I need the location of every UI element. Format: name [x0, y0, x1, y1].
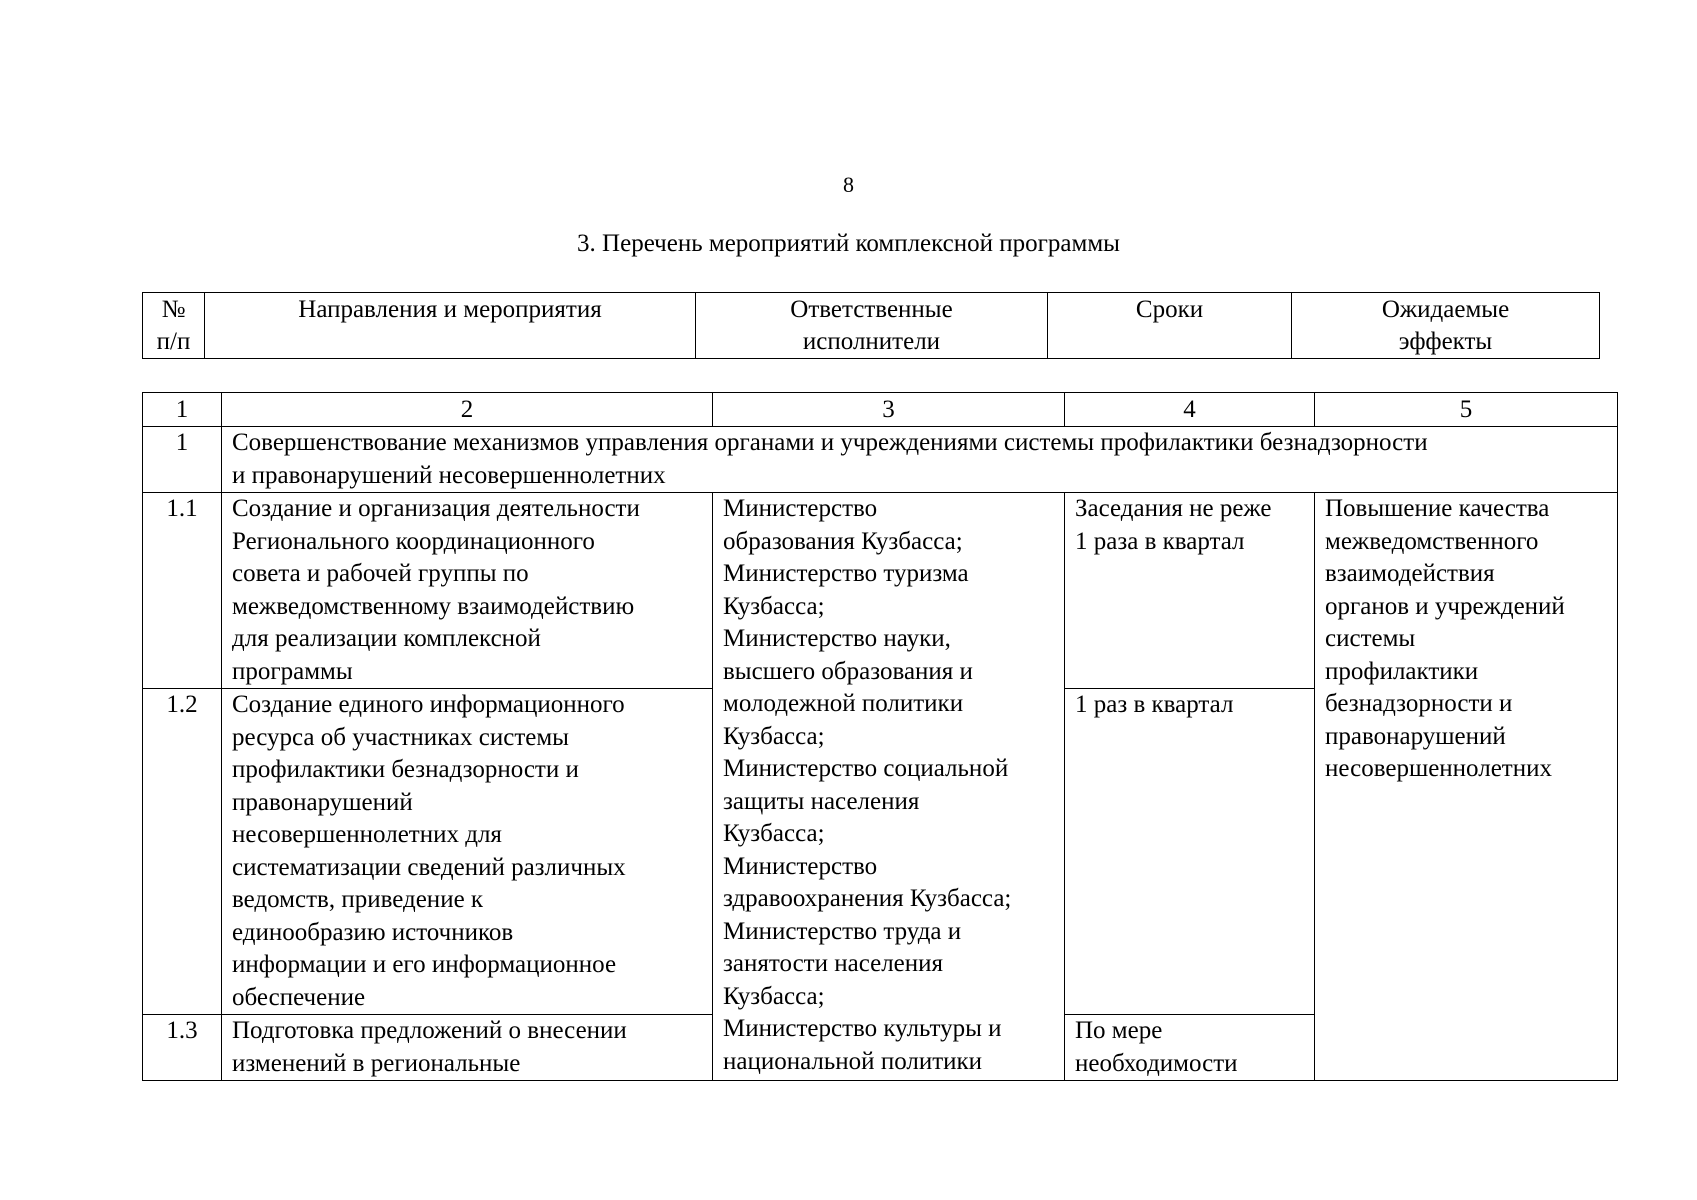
header-number: № п/п	[143, 293, 205, 359]
section-row	[143, 427, 1618, 493]
effects-cell: Повышение качества межведомственного взаимодействия органов и учреждений системы профилактики безнадзорности и правонарушений несовершеннолетних	[1315, 493, 1618, 1081]
table-header	[142, 292, 1600, 359]
header-effects: Ожидаемые эффекты	[1292, 293, 1600, 359]
activity-cell: Создание единого информационного ресурса об участниках системы профилактики безнадзорности и правонарушений несовершеннолетних для систематизации сведений различных ведомств, приведение к единообразию источников информации и его информационное обеспечение	[222, 689, 713, 1015]
header-executors: Ответственные исполнители	[696, 293, 1048, 359]
header-activities: Направления и мероприятия	[205, 293, 696, 359]
term-cell: По мере необходимости	[1065, 1015, 1315, 1081]
column-number: 1	[143, 393, 222, 427]
row-number: 1.1	[143, 493, 222, 689]
section-title-cell: Совершенствование механизмов управления органами и учреждениями системы профилактики безнадзорности и правонарушений несовершеннолетних	[222, 427, 1618, 493]
column-numbers-row	[143, 393, 1618, 427]
page-number: 8	[843, 172, 854, 197]
section-title: 3. Перечень мероприятий комплексной программы	[577, 230, 1120, 257]
executors-cell: Министерство образования Кузбасса; Министерство туризма Кузбасса; Министерство науки, высшего образования и молодежной политики Кузбасса; Министерство социальной защиты населения Кузбасса; Министерство здравоохранения Кузбасса; Министерство труда и занятости населения Кузбасса; Министерство культуры и национальной политики	[713, 493, 1065, 1081]
activity-cell: Подготовка предложений о внесении изменений в региональные	[222, 1015, 713, 1081]
activity-cell: Создание и организация деятельности Регионального координационного совета и рабочей группы по межведомственному взаимодействию для реализации комплексной программы	[222, 493, 713, 689]
column-number: 5	[1315, 393, 1618, 427]
header-terms: Сроки	[1048, 293, 1292, 359]
term-cell: Заседания не реже 1 раза в квартал	[1065, 493, 1315, 689]
activities-table	[142, 392, 1618, 1081]
column-number: 2	[222, 393, 713, 427]
table-row	[143, 493, 1618, 689]
term-cell: 1 раз в квартал	[1065, 689, 1315, 1015]
column-number: 3	[713, 393, 1065, 427]
row-number: 1.2	[143, 689, 222, 1015]
section-number: 1	[143, 427, 222, 493]
column-number: 4	[1065, 393, 1315, 427]
row-number: 1.3	[143, 1015, 222, 1081]
